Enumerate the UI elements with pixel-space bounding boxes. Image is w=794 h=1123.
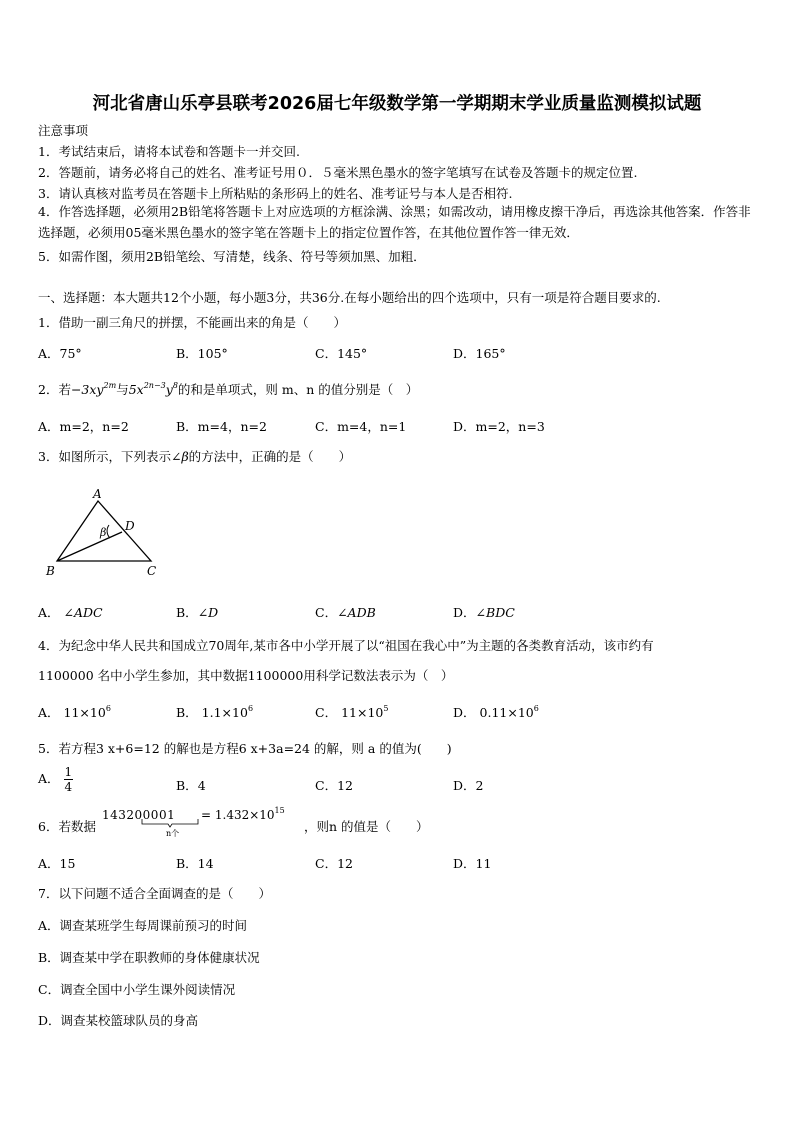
notice-item-2: 2．答题前，请务必将自己的姓名、准考证号用０．５毫米黑色墨水的签字笔填写在试卷及答题卡的规定位置. [38,165,638,180]
q7-option-a: A．调查某班学生每周课前预习的时间 [38,918,248,933]
page-title: 河北省唐山乐亭县联考2026届七年级数学第一学期期末学业质量监测模拟试题 [92,94,702,114]
q1-option-b: B．105° [176,346,228,361]
q2-option-d: D．m=2，n=3 [453,419,545,434]
q4-option-a: A． $11\times 10^6$ [38,704,111,720]
q1-option-a: A．75° [38,346,82,361]
q5-option-d: D．2 [453,778,484,793]
q1-stem: 1．借助一副三角尺的拼摆，不能画出来的角是（ ） [38,315,346,330]
q2-term1-exp: 2m [103,381,117,390]
q3-triangle-figure [40,484,165,579]
q2-term2-exp: 2n−3 [143,381,166,390]
q2-option-a: A．m=2，n=2 [38,419,129,434]
q5-option-c: C．12 [315,778,353,793]
q2-stem: 2．若$-3xy^{2m}$与$5x^{2n-3}y^8$的和是单项式，则 m、n 的值分别是（ ） [38,381,419,397]
q1-option-d: D．165° [453,346,506,361]
q6-option-b: B．14 [176,856,214,871]
q2-term2: 5x [128,382,144,397]
q5-fraction: $\frac{1}{4}$ [64,765,73,794]
notice-item-1: 1．考试结束后，请将本试卷和答题卡一并交回. [38,144,300,159]
notice-item-5: 5．如需作图，须用2B铅笔绘、写清楚，线条、符号等须加黑、加粗． [38,249,426,264]
label-c: C [147,564,157,578]
q3-option-d: D．∠BDC [453,605,515,620]
label-b: B [46,564,55,578]
label-a: A [93,487,102,501]
q5-stem: 5．若方程3 x+6=12 的解也是方程6 x+3a=24 的解，则 a 的值为( ) [38,741,452,756]
q5-option-b: B．4 [176,778,206,793]
q7-option-d: D．调查某校篮球队员的身高 [38,1013,199,1028]
q4-line-1: 4．为纪念中华人民共和国成立70周年,某市各中小学开展了以“祖国在我心中”为主题的各类教育活动，该市约有 [38,638,654,653]
q2-option-b: B．m=4，n=2 [176,419,267,434]
q6-prefix: 6．若数据 [38,819,96,834]
notice-item-3: 3．请认真核对监考员在答题卡上所粘贴的条形码上的姓名、准考证号与本人是否相符. [38,186,513,201]
angle-beta-arc [107,525,110,538]
q7-option-b: B．调查某中学在职教师的身体健康状况 [38,950,260,965]
q6-number: 143200001 [102,808,176,822]
q7-stem: 7．以下问题不适合全面调查的是（ ） [38,886,271,901]
label-beta: β [100,526,107,539]
q6-suffix: ，则n 的值是（ ） [304,819,429,834]
q2-term1: −3xy [70,382,104,397]
q4-option-b: B． $1.1\times 10^6$ [176,704,254,720]
notice-heading: 注意事项 [38,123,89,138]
q3-stem: 3．如图所示，下列表示∠β的方法中，正确的是（ ） [38,449,352,464]
q3-option-c: C．∠ADB [315,605,376,620]
q7-option-c: C．调查全国中小学生课外阅读情况 [38,982,236,997]
q3-option-b: B．∠D [176,605,219,620]
q2-option-c: C．m=4，n=1 [315,419,407,434]
q6-option-c: C．12 [315,856,353,871]
q4-line-2: 1100000 名中小学生参加，其中数据1100000用科学记数法表示为（ ） [38,668,454,683]
q6-underbrace-label: n个 [166,829,180,838]
q6-underbrace [140,818,200,828]
q5-option-a: A． $\frac{1}{4}$ [38,765,73,794]
q1-option-c: C．145° [315,346,368,361]
q6-option-a: A．15 [38,856,76,871]
notice-item-4: 4．作答选择题，必须用2B铅笔将答题卡上对应选项的方框涂满、涂黑；如需改动，请用橡皮擦干净后，再选涂其他答案．作答非选择题，必须用05毫米黑色墨水的签字笔在答题卡上的指定位置作答，在其他位置作答一律无效． [38,204,751,240]
q4-option-d: D． $0.11\times 10^6$ [453,704,539,720]
label-d: D [125,519,135,533]
q3-option-a: A． ∠ADC [38,605,103,620]
q6-option-d: D．11 [453,856,492,871]
section-heading: 一、选择题：本大题共12个小题，每小题3分，共36分.在每小题给出的四个选项中，只有一项是符合题目要求的. [38,290,661,305]
q6-equation: = $1.432\times 10^{15}$ [201,806,285,822]
q4-option-c: C． $11\times 10^5$ [315,704,389,720]
